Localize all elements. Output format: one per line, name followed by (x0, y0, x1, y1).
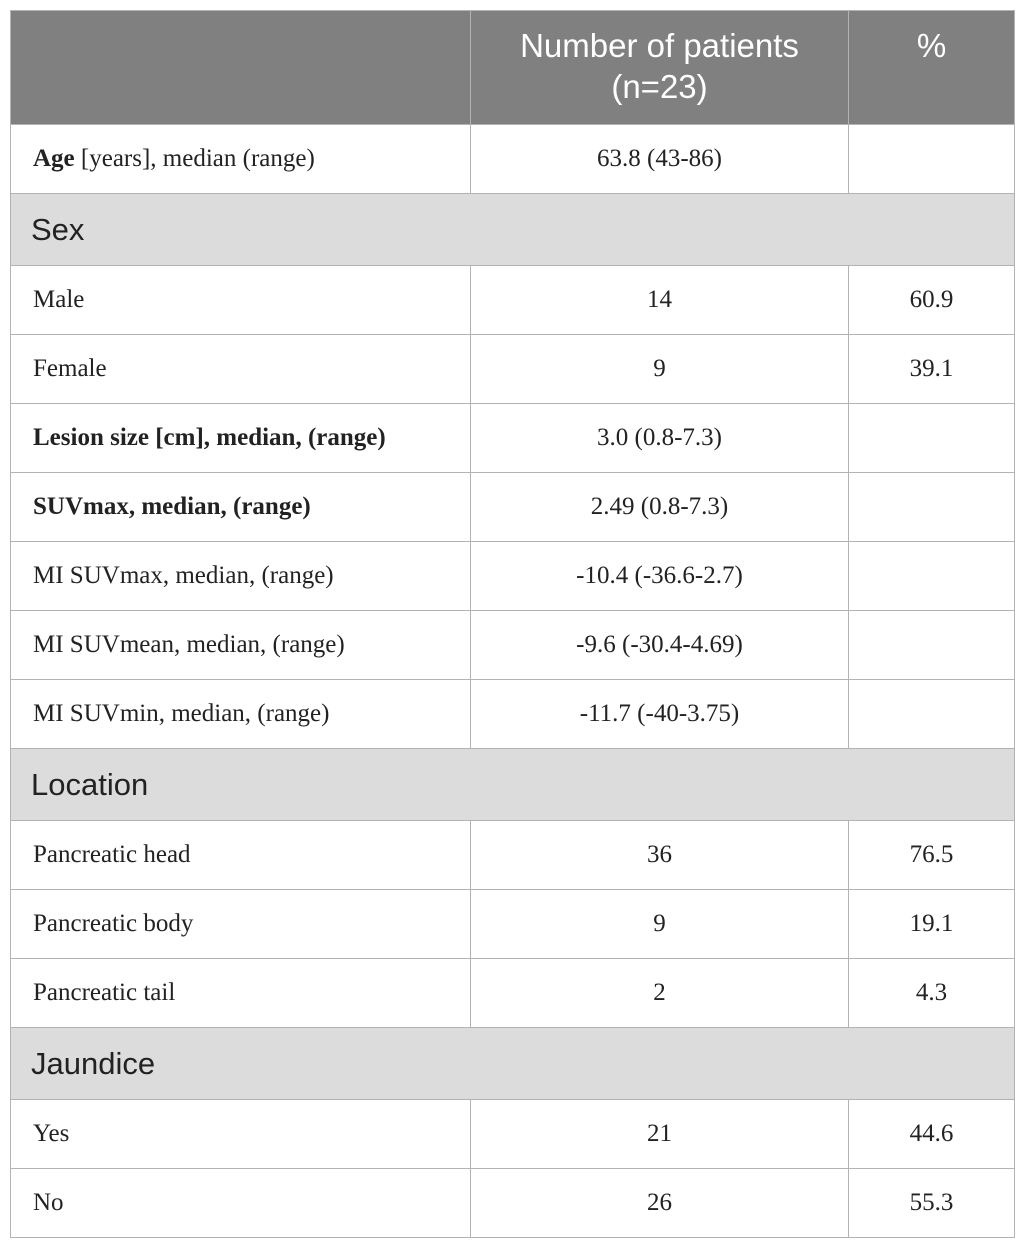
row-number-of-patients: 2.49 (0.8-7.3) (471, 473, 849, 542)
table-row (11, 1169, 1015, 1238)
row-number-of-patients: 36 (471, 821, 849, 890)
row-percent: 4.3 (849, 959, 1015, 1028)
row-percent: 76.5 (849, 821, 1015, 890)
row-label (11, 959, 471, 1028)
row-number-of-patients: 9 (471, 890, 849, 959)
row-label-text: Pancreatic head (33, 841, 191, 868)
row-number-of-patients: 14 (471, 266, 849, 335)
table-row (11, 404, 1015, 473)
table-row (11, 473, 1015, 542)
row-percent (849, 125, 1015, 194)
section-label: Location (11, 749, 1015, 821)
table-row (11, 611, 1015, 680)
row-number-of-patients: -9.6 (-30.4-4.69) (471, 611, 849, 680)
row-label-text: Yes (33, 1120, 70, 1147)
section-label: Jaundice (11, 1028, 1015, 1100)
row-label-text: No (33, 1189, 64, 1216)
row-label-text: Pancreatic tail (33, 979, 176, 1006)
table-row (11, 266, 1015, 335)
row-percent: 39.1 (849, 335, 1015, 404)
row-label-text: Male (33, 286, 85, 313)
table-row (11, 335, 1015, 404)
table-row (11, 1100, 1015, 1169)
row-number-of-patients: 63.8 (43-86) (471, 125, 849, 194)
row-label-text: MI SUVmean, median, (range) (33, 631, 345, 658)
row-number-of-patients: 2 (471, 959, 849, 1028)
table-row (11, 680, 1015, 749)
row-label (11, 611, 471, 680)
table-row (11, 890, 1015, 959)
row-number-of-patients: 21 (471, 1100, 849, 1169)
row-label (11, 125, 471, 194)
row-label-bold: Lesion size [cm], median, (range) (33, 424, 386, 451)
section-label: Sex (11, 194, 1015, 266)
row-percent: 55.3 (849, 1169, 1015, 1238)
row-label (11, 680, 471, 749)
row-percent (849, 404, 1015, 473)
row-number-of-patients: -11.7 (-40-3.75) (471, 680, 849, 749)
table-header-row (11, 11, 1015, 125)
row-number-of-patients: -10.4 (-36.6-2.7) (471, 542, 849, 611)
header-label-column (11, 11, 471, 125)
section-row (11, 194, 1015, 266)
patient-characteristics-table (10, 10, 1015, 1238)
section-row (11, 1028, 1015, 1100)
table-row (11, 821, 1015, 890)
row-label (11, 473, 471, 542)
row-label (11, 1100, 471, 1169)
row-number-of-patients: 3.0 (0.8-7.3) (471, 404, 849, 473)
row-label-text: MI SUVmax, median, (range) (33, 562, 334, 589)
row-percent: 19.1 (849, 890, 1015, 959)
header-percent: % (849, 11, 1015, 125)
table-row (11, 125, 1015, 194)
row-label-text: Pancreatic body (33, 910, 194, 937)
row-label (11, 1169, 471, 1238)
row-label-text: [years], median (range) (74, 145, 315, 172)
row-label-bold: SUVmax, median, (range) (33, 493, 311, 520)
row-percent: 44.6 (849, 1100, 1015, 1169)
row-label (11, 266, 471, 335)
row-label-bold: Age (33, 145, 75, 172)
section-row (11, 749, 1015, 821)
row-label (11, 821, 471, 890)
row-percent: 60.9 (849, 266, 1015, 335)
table-row (11, 959, 1015, 1028)
row-percent (849, 473, 1015, 542)
row-percent (849, 611, 1015, 680)
table-row (11, 542, 1015, 611)
row-label-text: Female (33, 355, 107, 382)
row-number-of-patients: 9 (471, 335, 849, 404)
row-label (11, 542, 471, 611)
row-percent (849, 542, 1015, 611)
row-label (11, 404, 471, 473)
row-label (11, 335, 471, 404)
row-label (11, 890, 471, 959)
row-percent (849, 680, 1015, 749)
row-label-text: MI SUVmin, median, (range) (33, 700, 330, 727)
row-number-of-patients: 26 (471, 1169, 849, 1238)
header-number-of-patients: Number of patients (n=23) (471, 11, 849, 125)
